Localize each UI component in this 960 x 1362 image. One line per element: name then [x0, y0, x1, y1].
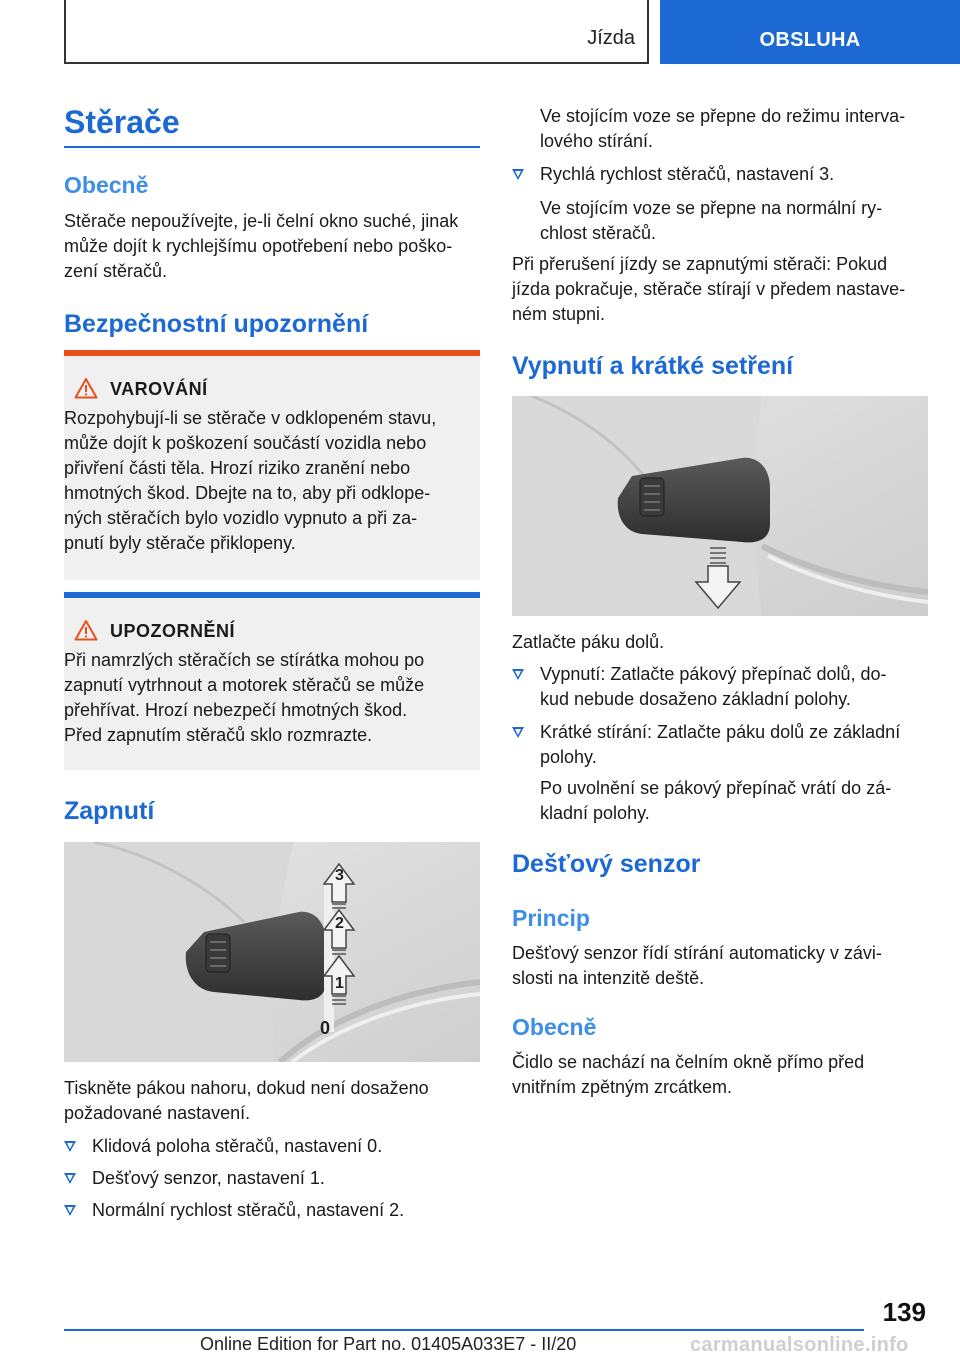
- text-line: Stěrače nepoužívejte, je-li čelní okno suché, jinak: [64, 211, 459, 231]
- interrupt-paragraph: [512, 252, 905, 327]
- princip-paragraph: [512, 941, 882, 991]
- safety-heading: Bezpečnostní upozornění: [64, 310, 369, 338]
- text-line: Tiskněte pákou nahoru, dokud není dosaženo: [64, 1078, 429, 1098]
- text-line: Při přerušení jízdy se zapnutými stěrači: Pokud: [512, 254, 888, 274]
- bullet-triangle-icon: [64, 1205, 76, 1216]
- text-line: vnitřním zpětným zrcátkem.: [512, 1077, 733, 1097]
- text-line: Rozpohybují-li se stěrače v odklopeném stavu,: [64, 408, 437, 428]
- warning-triangle-icon: [74, 377, 98, 399]
- warning-text: [64, 406, 436, 556]
- text-line: Normální rychlost stěračů, nastavení 2.: [92, 1200, 405, 1220]
- page-title: Stěrače: [64, 104, 180, 140]
- text-line: Čidlo se nachází na čelním okně přímo před: [512, 1052, 865, 1072]
- bullet-triangle-icon: [64, 1141, 76, 1152]
- bullet-triangle-icon: [512, 669, 524, 680]
- zapnuti-intro: [64, 1076, 429, 1126]
- text-line: ných stěračích bylo vozidlo vypnuto a při za-: [64, 508, 418, 528]
- zapnuti-heading: Zapnutí: [64, 797, 155, 825]
- position-mark-1: 1: [335, 975, 344, 992]
- notice-text: [64, 648, 424, 748]
- warning-bar: [64, 350, 480, 356]
- watermark: carmanualsonline.info: [690, 1334, 909, 1356]
- text-line: lového stírání.: [540, 131, 654, 151]
- header-chapter-label: OBSLUHA: [759, 29, 861, 51]
- text-line: Zatlačte páku dolů.: [512, 632, 665, 652]
- push-down-text: [512, 630, 664, 655]
- header-section-label: Jízda: [587, 27, 635, 49]
- title-rule: [64, 146, 480, 148]
- text-line: požadované nastavení.: [64, 1103, 251, 1123]
- text-line: jízda pokračuje, stěrače stírají v předem nastave-: [512, 279, 906, 299]
- obecne-heading-2: Obecně: [512, 1014, 597, 1040]
- page-number: 139: [882, 1297, 926, 1327]
- text-line: pnutí byly stěrače přiklopeny.: [64, 533, 296, 553]
- text-line: přehřívat. Hrozí nebezpečí hmotných škod.: [64, 700, 408, 720]
- sensor-location-paragraph: [512, 1050, 864, 1100]
- obecne-paragraph: [64, 209, 458, 284]
- text-line: zapnutí vytrhnout a motorek stěračů se může: [64, 675, 425, 695]
- warning-title: VAROVÁNÍ: [110, 379, 208, 399]
- text-line: Po uvolnění se pákový přepínač vrátí do zá-: [540, 778, 892, 798]
- text-line: kud nebude dosaženo základní polohy.: [540, 689, 851, 709]
- bullet-triangle-icon: [512, 727, 524, 738]
- text-line: chlost stěračů.: [540, 223, 657, 243]
- notice-title: UPOZORNĚNÍ: [110, 621, 236, 641]
- text-line: Dešťový senzor řídí stírání automaticky v závi-: [512, 943, 882, 963]
- bullet-triangle-icon: [512, 169, 524, 180]
- vypnuti-heading: Vypnutí a krátké setření: [512, 352, 794, 380]
- obecne-heading: Obecně: [64, 172, 149, 198]
- header-section-box: [64, 0, 649, 64]
- text-line: Před zapnutím stěračů sklo rozmrazte.: [64, 725, 373, 745]
- text-line: může dojít k poškození součástí vozidla nebo: [64, 433, 427, 453]
- text-line: hmotných škod. Dbejte na to, aby při odklope-: [64, 483, 431, 503]
- text-line: Krátké stírání: Zatlačte páku dolů ze základní: [540, 722, 901, 742]
- text-line: Klidová poloha stěračů, nastavení 0.: [92, 1136, 383, 1156]
- wiper-stalk-illustration: [64, 842, 480, 1062]
- text-line: kladní polohy.: [540, 803, 650, 823]
- position-mark-0: 0: [320, 1018, 331, 1038]
- text-line: přivření části těla. Hrozí riziko zranění nebo: [64, 458, 411, 478]
- interval-note: [540, 104, 905, 154]
- edition-text: Online Edition for Part no. 01405A033E7 - II/20: [200, 1334, 577, 1354]
- header-chapter-tab: [660, 0, 960, 64]
- notice-bar: [64, 592, 480, 598]
- wiper-stalk-down-illustration: [512, 396, 928, 616]
- text-line: Ve stojícím voze se přepne do režimu interva-: [540, 106, 906, 126]
- bullet-triangle-icon: [64, 1173, 76, 1184]
- warning-triangle-icon: [74, 619, 98, 641]
- release-note: [540, 776, 891, 826]
- position-mark-2: 2: [335, 915, 344, 932]
- princip-heading: Princip: [512, 905, 590, 931]
- fast-note: [540, 196, 882, 246]
- text-line: Ve stojícím voze se přepne na normální ry-: [540, 198, 883, 218]
- text-line: slosti na intenzitě deště.: [512, 968, 705, 988]
- text-line: ném stupni.: [512, 304, 606, 324]
- footer-rule: [64, 1329, 864, 1331]
- notice-box: [64, 592, 480, 770]
- text-line: Dešťový senzor, nastavení 1.: [92, 1168, 325, 1188]
- warning-box: [64, 350, 480, 580]
- position-mark-3: 3: [335, 867, 344, 884]
- text-line: může dojít k rychlejšímu opotřebení nebo poško-: [64, 236, 453, 256]
- text-line: Při namrzlých stěračích se stírátka mohou po: [64, 650, 425, 670]
- text-line: polohy.: [540, 747, 597, 767]
- text-line: Rychlá rychlost stěračů, nastavení 3.: [540, 164, 835, 184]
- rain-sensor-heading: Dešťový senzor: [512, 850, 701, 878]
- text-line: Vypnutí: Zatlačte pákový přepínač dolů, do-: [540, 664, 887, 684]
- text-line: zení stěračů.: [64, 261, 168, 281]
